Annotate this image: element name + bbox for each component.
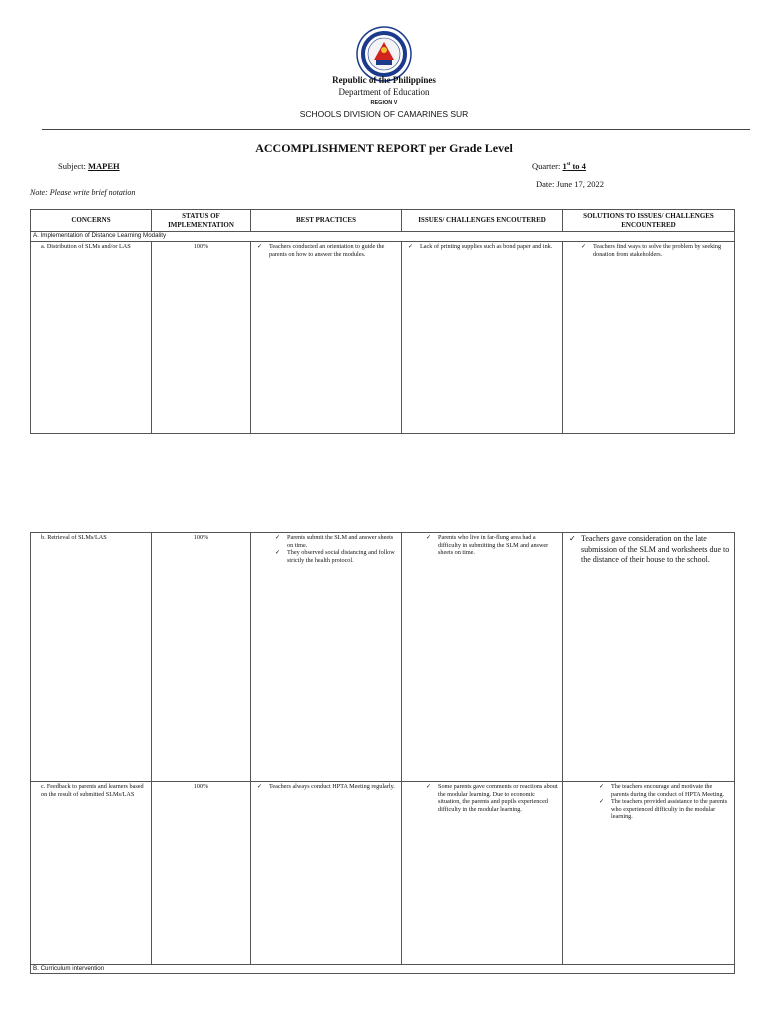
header-issues: ISSUES/ CHALLENGES ENCOUTERED [402, 210, 563, 232]
list-item [406, 243, 558, 251]
list-item [255, 783, 397, 791]
deped-seal-logo [356, 26, 412, 82]
quarter-value [562, 161, 585, 171]
issues-cell [402, 782, 563, 965]
list-item-text: Some parents gave comments or reactions about the modular learning. Due to economic situation, the parents and pupils experienced difficulty in the modular learning. [438, 783, 558, 813]
header-best-practices: BEST PRACTICES [251, 210, 402, 232]
division-heading: SCHOOLS DIVISION OF CAMARINES SUR [299, 109, 469, 119]
list-item [424, 783, 558, 813]
list-item-text: Teachers gave consideration on the late submission of the SLM and worksheets due to the distance of their house to the school. [581, 534, 730, 564]
list-item-text: The teachers encourage and motivate the parents during the conduct of HPTA Meeting. [611, 783, 725, 798]
subject-line [58, 161, 120, 171]
status-cell: 100% [152, 782, 251, 965]
checkmark-icon: ✓ [426, 534, 432, 541]
report-table-part-2 [30, 532, 735, 974]
issues-cell [402, 533, 563, 782]
checkmark-icon: ✓ [569, 534, 576, 543]
checkmark-icon: ✓ [599, 783, 605, 790]
table-row [31, 782, 735, 965]
quarter-line [532, 161, 586, 171]
section-a-label: A. Implementation of Distance Learning Modality [31, 232, 735, 242]
concern-cell: a. Distribution of SLMs and/or LAS [31, 242, 152, 434]
best-practices-cell [251, 533, 402, 782]
section-row [31, 232, 735, 242]
list-item-text: Parents who live in far-flung area had a difficulty in submitting the SLM and answer sheets on time. [438, 534, 549, 557]
best-practices-cell [251, 242, 402, 434]
region-heading: REGION V [370, 100, 398, 106]
quarter-value-start: 1 [562, 161, 567, 171]
solutions-cell [563, 782, 735, 965]
note-text: Note: Please write brief notation [30, 188, 136, 197]
header-solutions: SOLUTIONS TO ISSUES/ CHALLENGES ENCOUNTERED [563, 210, 735, 232]
quarter-ordinal: st [566, 162, 571, 168]
section-row [31, 965, 735, 974]
report-title: ACCOMPLISHMENT REPORT per Grade Level [255, 141, 513, 155]
checkmark-icon: ✓ [426, 783, 432, 790]
checkmark-icon: ✓ [275, 549, 281, 557]
department-heading: Department of Education [338, 87, 430, 97]
list-item-text: Teachers conducted an orientation to guide the parents on how to answer the modules. [269, 243, 385, 258]
solutions-cell [563, 533, 735, 782]
report-date: Date: June 17, 2022 [536, 179, 604, 189]
list-item [424, 534, 558, 557]
header-concerns: CONCERNS [31, 210, 152, 232]
list-item [255, 243, 397, 258]
subject-value: MAPEH [87, 161, 120, 171]
list-item-text: The teachers provided assistance to the parents who experienced difficulty in the modular learning. [611, 798, 728, 821]
status-cell: 100% [152, 242, 251, 434]
section-b-label: B. Curriculum intervention [31, 965, 735, 974]
best-practices-cell [251, 782, 402, 965]
list-item-text: Lack of printing supplies such as bond paper and ink. [420, 243, 553, 250]
checkmark-icon: ✓ [275, 534, 281, 541]
list-item-text: Parents submit the SLM and answer sheets on time. [287, 534, 394, 549]
list-item [597, 783, 730, 798]
concern-cell: b. Retrieval of SLMs/LAS [31, 533, 152, 782]
list-item [597, 798, 730, 821]
list-item-text: They observed social distancing and follow strictly the health protocol. [287, 549, 395, 564]
republic-heading: Republic of the Philippines [332, 75, 436, 85]
header-divider [42, 129, 750, 130]
report-table-part-1 [30, 209, 735, 434]
checkmark-icon: ✓ [599, 798, 605, 806]
subject-label: Subject: [58, 161, 86, 171]
checkmark-icon: ✓ [257, 783, 263, 790]
concern-cell: c. Feedback to parents and learners based on the result of submitted SLMs/LAS [31, 782, 152, 965]
list-item [579, 243, 730, 258]
list-item-text: Teachers always conduct HPTA Meeting regularly. [269, 783, 395, 790]
checkmark-icon: ✓ [257, 243, 263, 250]
checkmark-icon: ✓ [581, 243, 587, 250]
solutions-cell [563, 242, 735, 434]
checkmark-icon: ✓ [408, 243, 414, 250]
quarter-value-end: to 4 [570, 161, 586, 171]
list-item [273, 534, 397, 549]
list-item [273, 549, 397, 564]
issues-cell [402, 242, 563, 434]
quarter-label: Quarter: [532, 161, 561, 171]
list-item-text: Teachers find ways to solve the problem by seeking donation from stakeholders. [593, 243, 722, 258]
status-cell: 100% [152, 533, 251, 782]
list-item [567, 534, 730, 566]
header-status: STATUS OF IMPLEMENTATION [152, 210, 251, 232]
table-header-row [31, 210, 735, 232]
table-row [31, 533, 735, 782]
table-row [31, 242, 735, 434]
